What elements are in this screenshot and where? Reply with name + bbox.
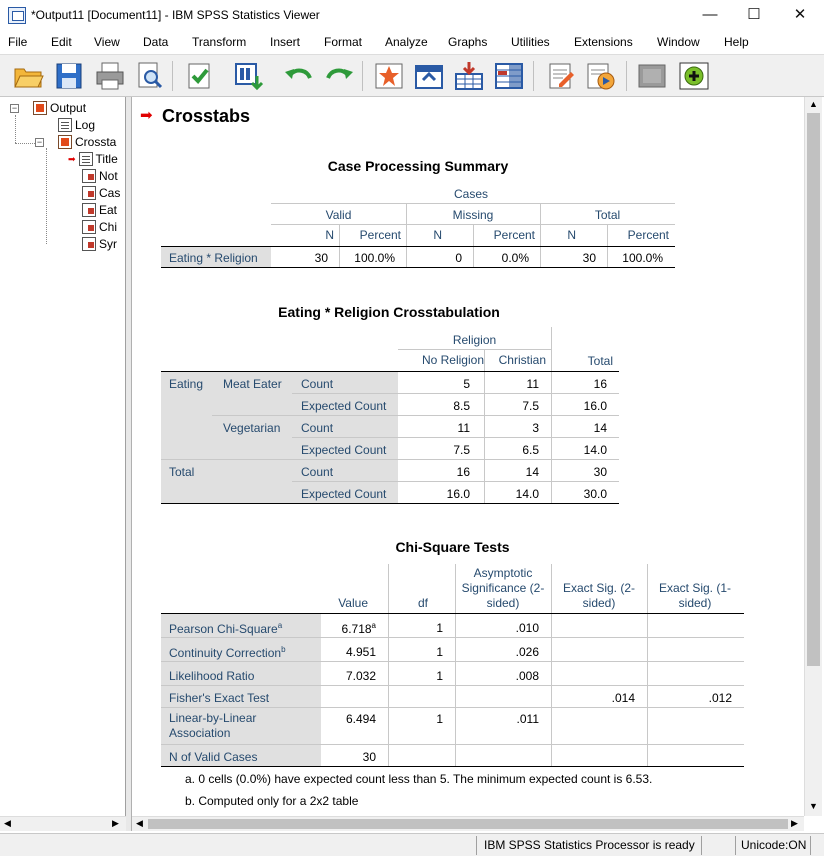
save-icon[interactable] <box>53 60 85 92</box>
row-var-label: Eating <box>169 377 204 391</box>
value-cell: 1 <box>436 712 443 726</box>
export-icon[interactable] <box>183 60 215 92</box>
row-stat-label: Expected Count <box>301 443 387 457</box>
row-group-label: Vegetarian <box>223 421 281 435</box>
col-header: Total <box>587 354 613 368</box>
toolbar-separator <box>172 61 173 91</box>
menu-analyze[interactable]: Analyze <box>385 35 428 49</box>
col-header: Asymptotic Significance (2-sided) <box>461 566 545 610</box>
col-header: N <box>325 228 334 242</box>
col-header: N <box>567 228 576 242</box>
scroll-right-icon[interactable]: ▶ <box>791 818 798 828</box>
scrollbar-thumb[interactable] <box>807 113 820 666</box>
divider <box>161 503 619 504</box>
notes-icon <box>82 169 96 183</box>
col-header: Percent <box>493 228 535 242</box>
title-bar <box>0 0 824 31</box>
page-title: Crosstabs <box>162 106 251 126</box>
value-cell: 1 <box>436 621 443 635</box>
value-cell: 100.0% <box>622 251 663 265</box>
variables-icon[interactable] <box>493 60 525 92</box>
outline-label: Output <box>50 101 87 115</box>
outline-label: Cas <box>99 186 121 200</box>
value-cell: 7.5 <box>453 443 470 457</box>
value-cell: .014 <box>611 691 635 705</box>
divider <box>292 393 619 394</box>
menu-insert[interactable]: Insert <box>270 35 301 49</box>
outline-pane <box>0 97 126 831</box>
row-stat-label: Count <box>301 377 334 391</box>
divider <box>388 564 389 766</box>
value-cell: 16.0 <box>583 399 607 413</box>
value-cell: .012 <box>708 691 732 705</box>
current-item-arrow-icon: ➡ <box>68 153 76 164</box>
group-header-total: Total <box>594 208 621 222</box>
status-bar <box>0 833 824 856</box>
current-item-arrow-icon: ➡ <box>140 107 153 124</box>
col-header: Percent <box>359 228 401 242</box>
menu-transform[interactable]: Transform <box>192 35 247 49</box>
outline-item-notes[interactable] <box>82 169 118 183</box>
outline-item-crosstabulation[interactable] <box>82 203 117 217</box>
divider <box>212 415 619 416</box>
unicode-status: Unicode:ON <box>741 838 807 852</box>
scrollbar-thumb[interactable] <box>148 819 788 829</box>
scroll-up-icon[interactable]: ▲ <box>809 99 818 109</box>
outline-label: Crossta <box>75 135 117 149</box>
row-label: N of Valid Cases <box>169 750 258 764</box>
log-icon <box>58 118 72 132</box>
crosstab-title: Eating * Religion Crosstabulation <box>278 304 500 320</box>
value-cell: .010 <box>515 621 539 635</box>
value-cell: 3 <box>532 421 539 435</box>
value-cell: 1 <box>436 669 443 683</box>
row-stat-label: Expected Count <box>301 399 387 413</box>
goto-variable-icon[interactable] <box>413 60 445 92</box>
value-cell: 14 <box>593 421 607 435</box>
outline-item-log[interactable] <box>58 118 95 132</box>
row-label: Fisher's Exact Test <box>169 691 270 705</box>
toolbar-separator <box>362 61 363 91</box>
divider <box>292 437 619 438</box>
scroll-left-icon[interactable]: ◀ <box>136 818 143 828</box>
outline-item-case-summary[interactable] <box>82 186 120 200</box>
row-label: Linear-by-Linear Association <box>169 711 257 740</box>
scroll-left-icon[interactable]: ◀ <box>4 818 11 828</box>
col-header: df <box>417 596 428 610</box>
collapse-icon[interactable] <box>636 60 668 92</box>
scroll-down-icon[interactable]: ▼ <box>809 801 818 811</box>
divider <box>455 564 456 766</box>
toolbar <box>0 55 824 97</box>
group-header-missing: Missing <box>452 208 494 222</box>
col-header: Exact Sig. (1-sided) <box>658 581 732 610</box>
row-label: Continuity Correction$^b$ <box>169 645 286 660</box>
value-cell: 30.0 <box>583 487 607 501</box>
collapse-toggle-icon[interactable]: − <box>36 136 43 147</box>
divider <box>161 707 744 708</box>
table-icon <box>82 203 96 217</box>
print-icon[interactable] <box>94 60 126 92</box>
value-cell: .008 <box>515 669 539 683</box>
value-cell: 8.5 <box>453 399 470 413</box>
menu-utilities[interactable]: Utilities <box>511 35 550 49</box>
output-book-icon <box>33 101 47 115</box>
output-content <box>132 97 804 816</box>
outline-label: Title <box>95 152 118 166</box>
menu-bar <box>0 31 824 55</box>
outline-item-output[interactable] <box>10 101 86 115</box>
value-cell: 14 <box>525 465 539 479</box>
designate-window-icon[interactable] <box>545 60 577 92</box>
group-header-valid: Valid <box>325 208 352 222</box>
row-stat-label: Count <box>301 421 334 435</box>
menu-data[interactable]: Data <box>143 35 169 49</box>
value-cell: .026 <box>515 645 539 659</box>
col-header: Christian <box>498 353 546 367</box>
goto-data-icon[interactable] <box>373 60 405 92</box>
row-label: Likelihood Ratio <box>169 669 255 683</box>
value-cell: 30 <box>314 251 328 265</box>
divider <box>161 637 744 638</box>
value-cell: 30 <box>582 251 596 265</box>
divider <box>647 564 648 766</box>
col-group-header: Religion <box>452 333 497 347</box>
value-cell: 11 <box>457 421 470 435</box>
menu-graphs[interactable]: Graphs <box>448 35 488 49</box>
value-cell: 6.718$^a$ <box>341 621 376 636</box>
row-stat-label: Expected Count <box>301 487 387 501</box>
table-icon <box>82 237 96 251</box>
row-label: Pearson Chi-Square$^a$ <box>169 621 283 636</box>
recall-dialog-icon[interactable] <box>233 60 265 92</box>
divider <box>161 744 744 745</box>
menu-help[interactable]: Help <box>724 35 749 49</box>
divider <box>271 203 675 204</box>
print-preview-icon[interactable] <box>134 60 166 92</box>
menu-window[interactable]: Window <box>657 35 700 49</box>
outline-item-title[interactable] <box>68 152 118 166</box>
outline-label: Eat <box>99 203 118 217</box>
tree-connector <box>15 115 16 143</box>
footnote: a. 0 cells (0.0%) have expected count less than 5. The minimum expected count is 6.53. <box>185 772 653 786</box>
spss-viewer-icon <box>8 7 26 24</box>
chi-square-title: Chi-Square Tests <box>395 539 510 555</box>
value-cell: .011 <box>516 712 539 726</box>
value-cell: 11 <box>526 377 539 391</box>
outline-horizontal-scrollbar[interactable] <box>0 816 126 831</box>
undo-icon[interactable] <box>283 60 315 92</box>
value-cell: 14.0 <box>583 443 607 457</box>
divider <box>161 459 619 460</box>
divider <box>161 267 675 268</box>
case-summary-title: Case Processing Summary <box>327 158 509 174</box>
maximize-button[interactable]: ☐ <box>747 6 761 23</box>
value-cell: 14.0 <box>515 487 539 501</box>
divider <box>161 766 744 767</box>
outline-item-symmetric[interactable] <box>82 237 117 251</box>
value-cell: 16.0 <box>446 487 470 501</box>
value-cell: 6.5 <box>522 443 539 457</box>
outline-item-crosstabs[interactable] <box>35 135 116 149</box>
tree-connector <box>46 148 47 244</box>
footnote: b. Computed only for a 2x2 table <box>185 794 359 808</box>
close-button[interactable]: ✕ <box>793 6 807 23</box>
collapse-toggle-icon[interactable]: − <box>11 102 18 113</box>
col-header: Exact Sig. (2-sided) <box>562 581 636 610</box>
divider <box>292 481 619 482</box>
title-icon <box>79 152 93 166</box>
processor-status: IBM SPSS Statistics Processor is ready <box>484 838 695 852</box>
outline-label: Log <box>75 118 96 132</box>
toolbar-separator <box>533 61 534 91</box>
crosstabs-book-icon <box>58 135 72 149</box>
outline-label: Not <box>99 169 118 183</box>
value-cell: 5 <box>463 377 470 391</box>
value-cell: 7.5 <box>522 399 539 413</box>
cases-header: Cases <box>453 187 488 201</box>
value-cell: 30 <box>362 750 376 764</box>
col-header: No Religion <box>421 353 484 367</box>
outline-label: Syr <box>99 237 117 251</box>
row-stat-label: Count <box>301 465 334 479</box>
divider <box>398 349 551 350</box>
open-icon[interactable] <box>12 60 44 92</box>
vertical-scrollbar[interactable] <box>804 97 822 816</box>
value-cell: 16 <box>456 465 470 479</box>
divider <box>161 661 744 662</box>
value-cell: 1 <box>436 645 443 659</box>
value-cell: 100.0% <box>354 251 395 265</box>
menu-file[interactable]: File <box>8 35 28 49</box>
value-cell: 16 <box>593 377 607 391</box>
scroll-right-icon[interactable]: ▶ <box>112 818 119 828</box>
table-icon <box>82 220 96 234</box>
table-icon <box>82 186 96 200</box>
value-cell: 4.951 <box>345 645 376 659</box>
toolbar-separator <box>626 61 627 91</box>
outline-item-chi-square[interactable] <box>82 220 117 234</box>
redo-icon[interactable] <box>323 60 355 92</box>
col-header: N <box>433 228 442 242</box>
outline-label: Chi <box>99 220 118 234</box>
value-cell: 6.494 <box>345 712 376 726</box>
menu-view[interactable]: View <box>94 35 120 49</box>
add-icon[interactable] <box>678 60 710 92</box>
divider <box>551 564 552 766</box>
horizontal-scrollbar[interactable] <box>132 816 804 831</box>
menu-extensions[interactable]: Extensions <box>574 35 633 49</box>
row-label: Eating * Religion <box>169 251 258 265</box>
col-header: Percent <box>627 228 669 242</box>
minimize-button[interactable]: — <box>702 6 718 23</box>
value-cell: 0 <box>455 251 462 265</box>
row-group-label: Total <box>169 465 195 479</box>
window-title: *Output11 [Document11] - IBM SPSS Statistics Viewer <box>31 8 320 22</box>
value-cell: 7.032 <box>345 669 376 683</box>
insert-case-icon[interactable] <box>453 60 485 92</box>
col-header: Value <box>338 596 368 610</box>
row-group-label: Meat Eater <box>223 377 282 391</box>
menu-edit[interactable]: Edit <box>51 35 72 49</box>
value-cell: 30 <box>593 465 607 479</box>
divider <box>161 685 744 686</box>
run-script-icon[interactable] <box>585 60 617 92</box>
menu-format[interactable]: Format <box>324 35 363 49</box>
value-cell: 0.0% <box>501 251 529 265</box>
